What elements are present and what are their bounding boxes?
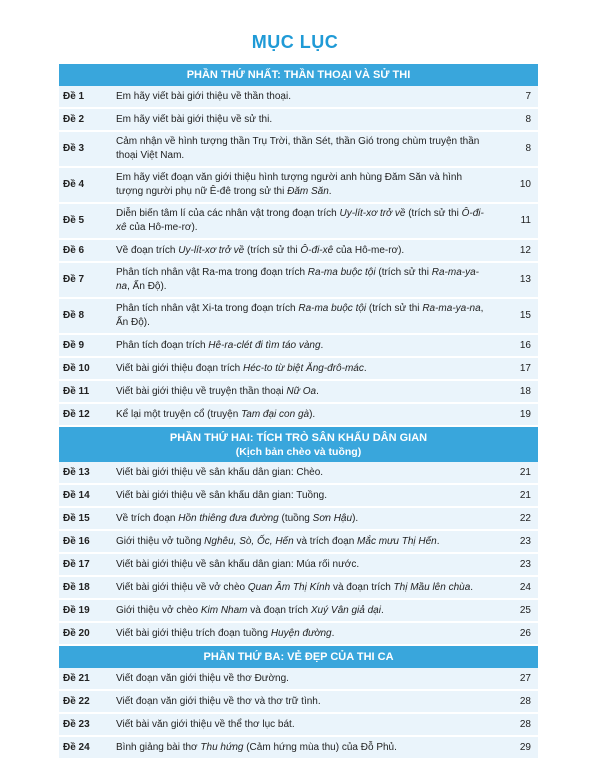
- entry-title: Kể lại một truyện cổ (truyện Tam đại con gà).: [116, 408, 316, 420]
- entry-page-number: 17: [519, 362, 531, 374]
- entry-title: Giới thiệu vở tuồng Nghêu, Sò, Ốc, Hến và trích đoạn Mắc mưu Thị Hến.: [116, 535, 440, 547]
- entry-title: Viết bài giới thiệu về vở chèo Quan Âm Thị Kính và đoạn trích Thị Mầu lên chùa.: [116, 581, 474, 593]
- toc-entry[interactable]: [59, 86, 538, 109]
- section-subheading-text: (Kịch bản chèo và tuồng): [235, 446, 362, 458]
- entry-title: Về trích đoạn Hồn thiêng đưa đường (tuồng Sơn Hậu).: [116, 512, 359, 524]
- entry-number: Đề 11: [63, 385, 90, 397]
- toc-entry[interactable]: [59, 109, 538, 132]
- entry-page-number: 19: [519, 408, 531, 420]
- section-header: [59, 427, 538, 462]
- entry-number: Đề 9: [63, 339, 85, 351]
- entry-number: Đề 17: [63, 558, 90, 570]
- entry-page-number: 12: [519, 244, 531, 256]
- entry-number: Đề 1: [63, 90, 85, 102]
- toc-entry[interactable]: [59, 204, 538, 240]
- toc-entry[interactable]: [59, 531, 538, 554]
- entry-number: Đề 16: [63, 535, 90, 547]
- entry-page-number: 10: [519, 179, 531, 190]
- entry-number: Đề 12: [63, 408, 90, 420]
- entry-number: Đề 20: [63, 627, 90, 639]
- entry-page-number: 21: [519, 466, 531, 478]
- entry-page-number: 26: [519, 627, 531, 639]
- entry-number: Đề 10: [63, 362, 90, 374]
- entry-title: Phân tích nhân vật Xi-ta trong đoạn trích Ra-ma buộc tội (trích sử thi Ra-ma-ya-na, Ấn Độ).: [116, 303, 484, 328]
- entry-page-number: 24: [519, 581, 531, 593]
- toc-entry[interactable]: [59, 263, 538, 299]
- entry-number: Đề 3: [63, 143, 85, 154]
- entry-page-number: 13: [519, 274, 531, 285]
- entry-page-number: 18: [519, 385, 531, 397]
- toc-entry[interactable]: [59, 623, 538, 646]
- entry-title: Viết bài giới thiệu trích đoạn tuồng Huyện đường.: [116, 627, 335, 639]
- entry-title: Viết bài giới thiệu về sân khấu dân gian: Múa rối nước.: [116, 558, 360, 570]
- toc-entry[interactable]: [59, 714, 538, 737]
- entry-title: Em hãy viết bài giới thiệu về thần thoại.: [116, 90, 291, 102]
- section-heading-text: PHẦN THỨ NHẤT: THẦN THOẠI VÀ SỬ THI: [186, 69, 411, 81]
- toc-entry[interactable]: [59, 737, 538, 760]
- toc-entry[interactable]: [59, 132, 538, 168]
- entry-page-number: 8: [525, 113, 531, 125]
- page-title: MỤC LỤC: [251, 32, 339, 52]
- entry-number: Đề 23: [63, 718, 90, 730]
- entry-number: Đề 13: [63, 466, 90, 478]
- toc-entry[interactable]: [59, 240, 538, 263]
- entry-title: Viết bài văn giới thiệu về thể thơ lục bát.: [116, 718, 295, 730]
- entry-page-number: 21: [519, 489, 531, 501]
- entry-page-number: 23: [519, 558, 531, 570]
- toc-entry[interactable]: [59, 358, 538, 381]
- section-header: [59, 646, 538, 668]
- entry-number: Đề 14: [63, 489, 90, 501]
- toc-entry[interactable]: [59, 668, 538, 691]
- entry-title: Phân tích nhân vật Ra-ma trong đoạn trích Ra-ma buộc tội (trích sử thi Ra-ma-ya-na, Ấn Độ).: [116, 267, 479, 292]
- toc-entry[interactable]: [59, 485, 538, 508]
- entry-page-number: 16: [519, 339, 531, 351]
- toc-entry[interactable]: [59, 381, 538, 404]
- toc-entry[interactable]: [59, 691, 538, 714]
- entry-title: Diễn biến tâm lí của các nhân vật trong đoạn trích Uy-lít-xơ trở về (trích sử thi Ô-đi-xê của Hô-me-rơ).: [116, 208, 484, 233]
- entry-page-number: 28: [519, 695, 531, 707]
- entry-number: Đề 19: [63, 604, 90, 616]
- toc-entry[interactable]: [59, 577, 538, 600]
- table-of-contents: [59, 64, 538, 760]
- entry-number: Đề 18: [63, 581, 90, 593]
- entry-title: Viết bài giới thiệu về sân khấu dân gian: Chèo.: [116, 466, 324, 478]
- toc-entry[interactable]: [59, 462, 538, 485]
- entry-title: Về đoạn trích Uy-lít-xơ trở về (trích sử thi Ô-đi-xê của Hô-me-rơ).: [116, 244, 405, 256]
- toc-entry[interactable]: [59, 600, 538, 623]
- entry-page-number: 25: [519, 604, 531, 616]
- entry-page-number: 29: [519, 741, 531, 753]
- toc-entry[interactable]: [59, 404, 538, 427]
- entry-page-number: 23: [519, 535, 531, 547]
- entry-title: Viết bài giới thiệu về sân khấu dân gian: Tuồng.: [116, 489, 327, 501]
- entry-page-number: 7: [525, 90, 531, 102]
- toc-entry[interactable]: [59, 299, 538, 335]
- entry-title: Viết bài giới thiệu về truyện thần thoại Nữ Oa.: [116, 385, 319, 397]
- toc-entry[interactable]: [59, 508, 538, 531]
- entry-page-number: 15: [519, 310, 531, 321]
- entry-number: Đề 15: [63, 512, 90, 524]
- entry-title: Em hãy viết bài giới thiệu về sử thi.: [116, 113, 273, 125]
- entry-page-number: 28: [519, 718, 531, 730]
- entry-number: Đề 22: [63, 695, 90, 707]
- entry-number: Đề 2: [63, 113, 85, 125]
- toc-entry[interactable]: [59, 168, 538, 204]
- entry-number: Đề 5: [63, 215, 85, 226]
- entry-number: Đề 4: [63, 179, 85, 190]
- entry-number: Đề 8: [63, 310, 85, 321]
- section-heading-text: PHẦN THỨ HAI: TÍCH TRÒ SÂN KHẤU DÂN GIAN: [169, 432, 428, 444]
- entry-number: Đề 6: [63, 244, 85, 256]
- entry-number: Đề 7: [63, 274, 85, 285]
- entry-title: Bình giảng bài thơ Thu hứng (Cảm hứng mùa thu) của Đỗ Phủ.: [116, 741, 397, 753]
- entry-number: Đề 21: [63, 672, 90, 684]
- entry-page-number: 22: [519, 512, 531, 524]
- toc-entry[interactable]: [59, 335, 538, 358]
- entry-title: Viết đoạn văn giới thiệu về thơ và thơ trữ tình.: [116, 695, 321, 707]
- entry-page-number: 8: [525, 143, 531, 154]
- entry-title: Viết đoạn văn giới thiệu về thơ Đường.: [116, 672, 289, 684]
- entry-title: Em hãy viết đoạn văn giới thiệu hình tượng người anh hùng Đăm Săn và hình tượng người phụ nữ Ê-đê trong sử thi Đăm Săn.: [116, 172, 463, 197]
- entry-title: Cảm nhận về hình tượng thần Trụ Trời, thần Sét, thần Gió trong chùm truyện thần thoại Việt Nam.: [116, 136, 480, 161]
- entry-title: Giới thiệu vở chèo Kim Nham và đoạn trích Xuý Vân giả dại.: [116, 604, 384, 616]
- entry-title: Phân tích đoạn trích Hê-ra-clét đi tìm táo vàng.: [116, 339, 324, 351]
- section-header: [59, 64, 538, 86]
- entry-number: Đề 24: [63, 741, 90, 753]
- toc-entry[interactable]: [59, 554, 538, 577]
- section-heading-text: PHẦN THỨ BA: VẺ ĐẸP CỦA THI CA: [203, 651, 394, 663]
- entry-title: Viết bài giới thiệu đoạn trích Héc-to từ biệt Ăng-đrô-mác.: [116, 362, 367, 374]
- entry-page-number: 27: [519, 672, 531, 684]
- entry-page-number: 11: [520, 215, 531, 226]
